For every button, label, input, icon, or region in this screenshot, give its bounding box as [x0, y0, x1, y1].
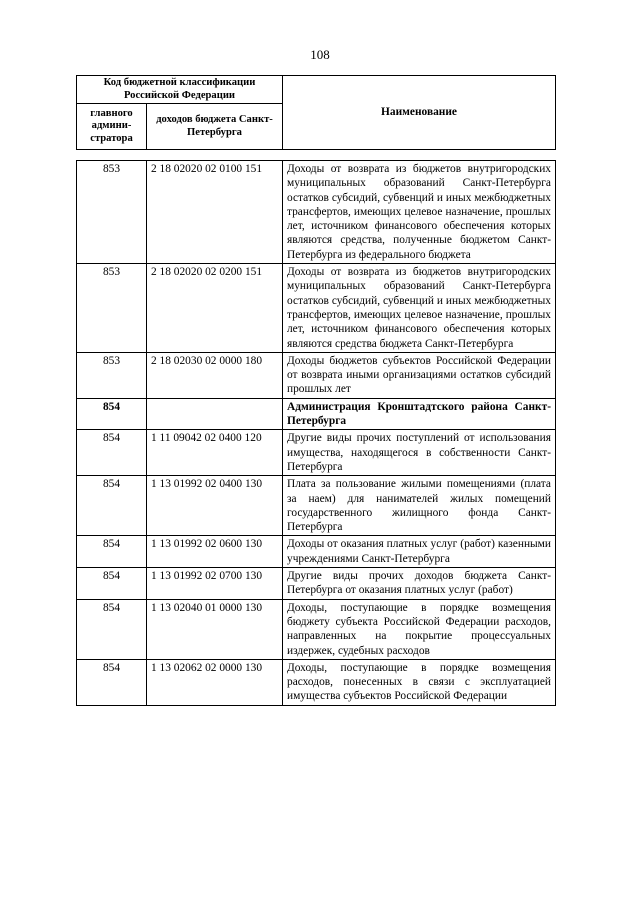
name-cell: Администрация Кронштадтского района Санкт-Петербурга [283, 398, 556, 430]
name-cell: Доходы от возврата из бюджетов внутригородских муниципальных образований Санкт-Петербурга остатков субсидий, субвенций и иных межбюджетных трансфертов, имеющих целевое назначение, прошлых лет, источником финансового обеспечения которых являются средства, полученные бюджетом Санкт-Петербурга из федерального бюджета [283, 161, 556, 264]
table-row [77, 264, 556, 353]
income-code-cell: 2 18 02020 02 0100 151 [147, 161, 283, 264]
admin-code-cell: 854 [77, 659, 147, 705]
name-cell: Другие виды прочих доходов бюджета Санкт-Петербурга от оказания платных услуг (работ) [283, 568, 556, 600]
table-row [77, 599, 556, 659]
header-admin: главного админи-стратора [77, 104, 147, 150]
table-row [77, 161, 556, 264]
income-code-cell: 1 13 01992 02 0400 130 [147, 476, 283, 536]
table-row [77, 352, 556, 398]
income-code-cell: 1 11 09042 02 0400 120 [147, 430, 283, 476]
income-code-cell [147, 398, 283, 430]
income-code-cell: 2 18 02030 02 0000 180 [147, 352, 283, 398]
admin-code-cell: 853 [77, 264, 147, 353]
admin-code-cell: 853 [77, 161, 147, 264]
name-cell: Доходы бюджетов субъектов Российской Федерации от возврата иными организациями остатков субсидий прошлых лет [283, 352, 556, 398]
name-cell: Доходы, поступающие в порядке возмещения бюджету субъекта Российской Федерации расходов, направленных на покрытие процессуальных издержек, судебных расходов [283, 599, 556, 659]
table-row [77, 476, 556, 536]
header-group-title: Код бюджетной классификации Российской Федерации [77, 76, 283, 104]
name-cell: Доходы от оказания платных услуг (работ) казенными учреждениями Санкт-Петербурга [283, 536, 556, 568]
admin-code-cell: 854 [77, 476, 147, 536]
admin-code-cell: 854 [77, 599, 147, 659]
income-code-cell: 1 13 02040 01 0000 130 [147, 599, 283, 659]
income-code-cell: 2 18 02020 02 0200 151 [147, 264, 283, 353]
classification-table [76, 160, 556, 706]
admin-code-cell: 854 [77, 430, 147, 476]
income-code-cell: 1 13 02062 02 0000 130 [147, 659, 283, 705]
admin-code-cell: 854 [77, 398, 147, 430]
income-code-cell: 1 13 01992 02 0600 130 [147, 536, 283, 568]
header-income: доходов бюджета Санкт-Петербурга [147, 104, 283, 150]
admin-code-cell: 854 [77, 568, 147, 600]
table-row [77, 398, 556, 430]
name-cell: Доходы от возврата из бюджетов внутригородских муниципальных образований Санкт-Петербурга остатков субсидий, субвенций и иных межбюджетных трансфертов, имеющих целевое назначение, прошлых лет, источником финансового обеспечения которых являются средства бюджета Санкт-Петербурга [283, 264, 556, 353]
income-code-cell: 1 13 01992 02 0700 130 [147, 568, 283, 600]
admin-code-cell: 854 [77, 536, 147, 568]
name-cell: Плата за пользование жилыми помещениями (плата за наем) для нанимателей жилых помещений государственного жилищного фонда Санкт-Петербурга [283, 476, 556, 536]
table-header [76, 75, 556, 150]
table-row [77, 430, 556, 476]
table-row [77, 568, 556, 600]
table-row [77, 536, 556, 568]
page-number: 108 [310, 47, 330, 62]
name-cell: Доходы, поступающие в порядке возмещения расходов, понесенных в связи с эксплуатацией имущества субъектов Российской Федерации [283, 659, 556, 705]
name-cell: Другие виды прочих поступлений от использования имущества, находящегося в собственности Санкт-Петербурга [283, 430, 556, 476]
admin-code-cell: 853 [77, 352, 147, 398]
table-row [77, 659, 556, 705]
header-name: Наименование [283, 76, 556, 150]
